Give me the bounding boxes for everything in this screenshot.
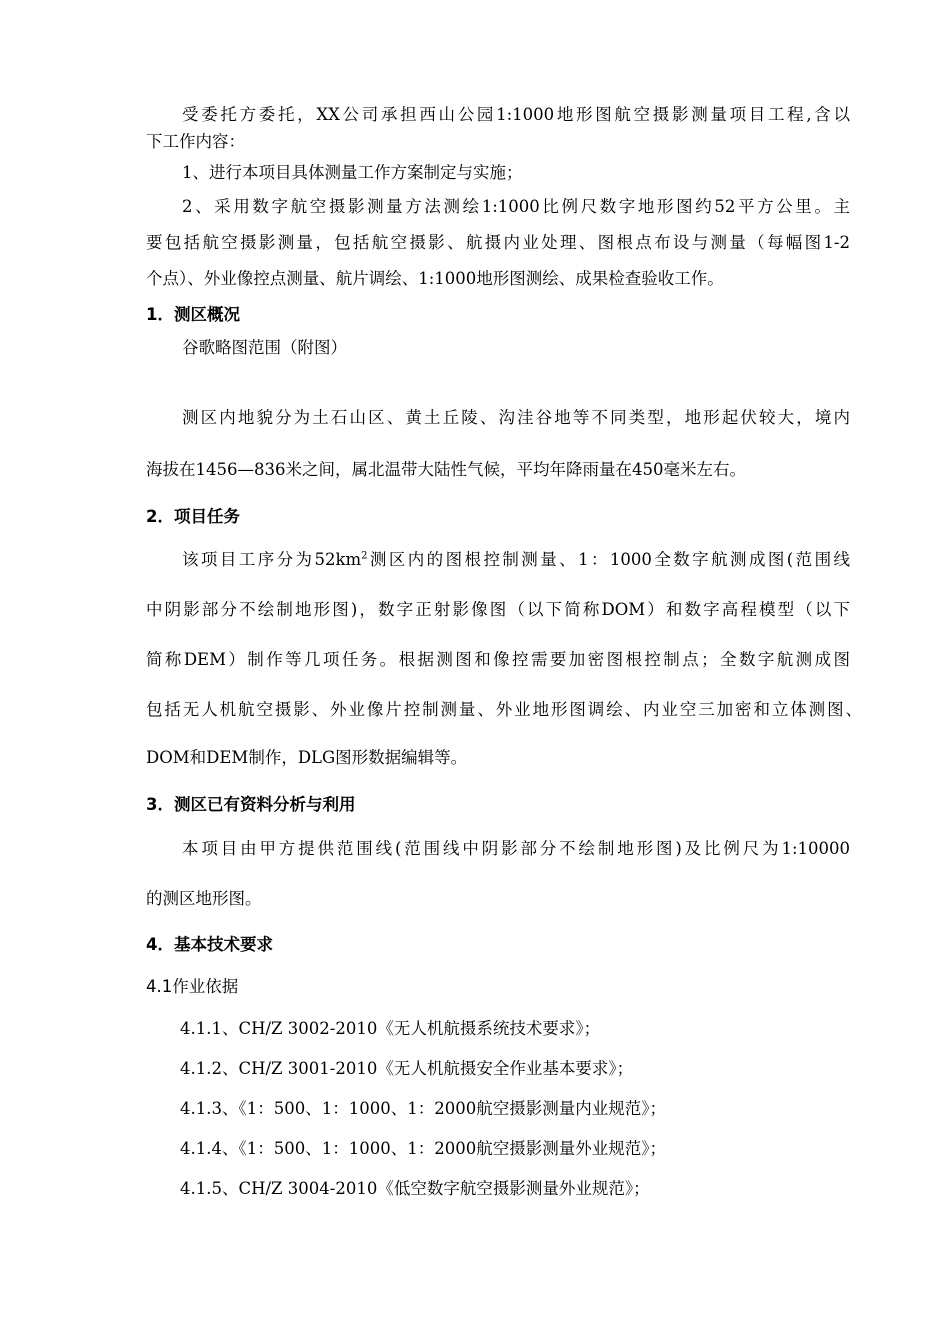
section-2-line-3: 简称DEM）制作等几项任务。根据测图和像控需要加密图根控制点；全数字航测成图 [146, 650, 850, 669]
intro-line-2: 下工作内容： [146, 132, 245, 151]
intro-item-2-line-2: 要包括航空摄影测量，包括航空摄影、航摄内业处理、图根点布设与测量（每幅图1-2 [146, 233, 850, 252]
section-1-para-line-2: 海拔在1456—836米之间，属北温带大陆性气候，平均年降雨量在450毫米左右。 [146, 460, 746, 479]
reference-item: 4.1.5、CH/Z 3004-2010《低空数字航空摄影测量外业规范》； [180, 1179, 650, 1198]
section-2-line-1-pre: 该项目工序分为52km [182, 550, 362, 569]
section-3-line-2: 的测区地形图。 [146, 889, 262, 908]
reference-item: 4.1.4、《1：500、1：1000、1：2000航空摄影测量外业规范》； [180, 1139, 666, 1158]
reference-item: 4.1.3、《1：500、1：1000、1：2000航空摄影测量内业规范》； [180, 1099, 666, 1118]
intro-line-1: 受委托方委托，XX公司承担西山公园1:1000地形图航空摄影测量项目工程,含以 [182, 105, 850, 124]
reference-item: 4.1.2、CH/Z 3001-2010《无人机航摄安全作业基本要求》； [180, 1059, 634, 1078]
section-1-para-line-1: 测区内地貌分为土石山区、黄土丘陵、沟洼谷地等不同类型，地形起伏较大，境内 [182, 408, 850, 427]
section-1-map-note: 谷歌略图范围（附图） [182, 338, 347, 357]
section-3-line-1: 本项目由甲方提供范围线(范围线中阴影部分不绘制地形图)及比例尺为1:10000 [182, 839, 850, 858]
section-4-1-heading: 4.1作业依据 [146, 977, 239, 996]
section-2-line-2: 中阴影部分不绘制地形图)，数字正射影像图（以下简称DOM）和数字高程模型（以下 [146, 600, 850, 619]
reference-item: 4.1.1、CH/Z 3002-2010《无人机航摄系统技术要求》； [180, 1019, 601, 1038]
section-2-line-5: DOM和DEM制作，DLG图形数据编辑等。 [146, 748, 468, 767]
intro-item-1: 1、进行本项目具体测量工作方案制定与实施； [182, 163, 523, 182]
section-2-line-1-post: 测区内的图根控制测量、1：1000全数字航测成图(范围线 [367, 550, 850, 569]
section-2-line-1 [182, 549, 850, 571]
section-1-heading: 1．测区概况 [146, 305, 240, 324]
section-2-line-4: 包括无人机航空摄影、外业像片控制测量、外业地形图调绘、内业空三加密和立体测图、 [146, 700, 862, 719]
section-3-heading: 3．测区已有资料分析与利用 [146, 795, 356, 814]
intro-item-2-line-3: 个点）、外业像控点测量、航片调绘、1:1000地形图测绘、成果检查验收工作。 [146, 269, 724, 288]
section-2-heading: 2．项目任务 [146, 507, 240, 526]
superscript-two: 2 [361, 550, 368, 562]
intro-item-2-line-1: 2、采用数字航空摄影测量方法测绘1:1000比例尺数字地形图约52平方公里。主 [182, 197, 850, 216]
section-4-heading: 4．基本技术要求 [146, 935, 273, 954]
